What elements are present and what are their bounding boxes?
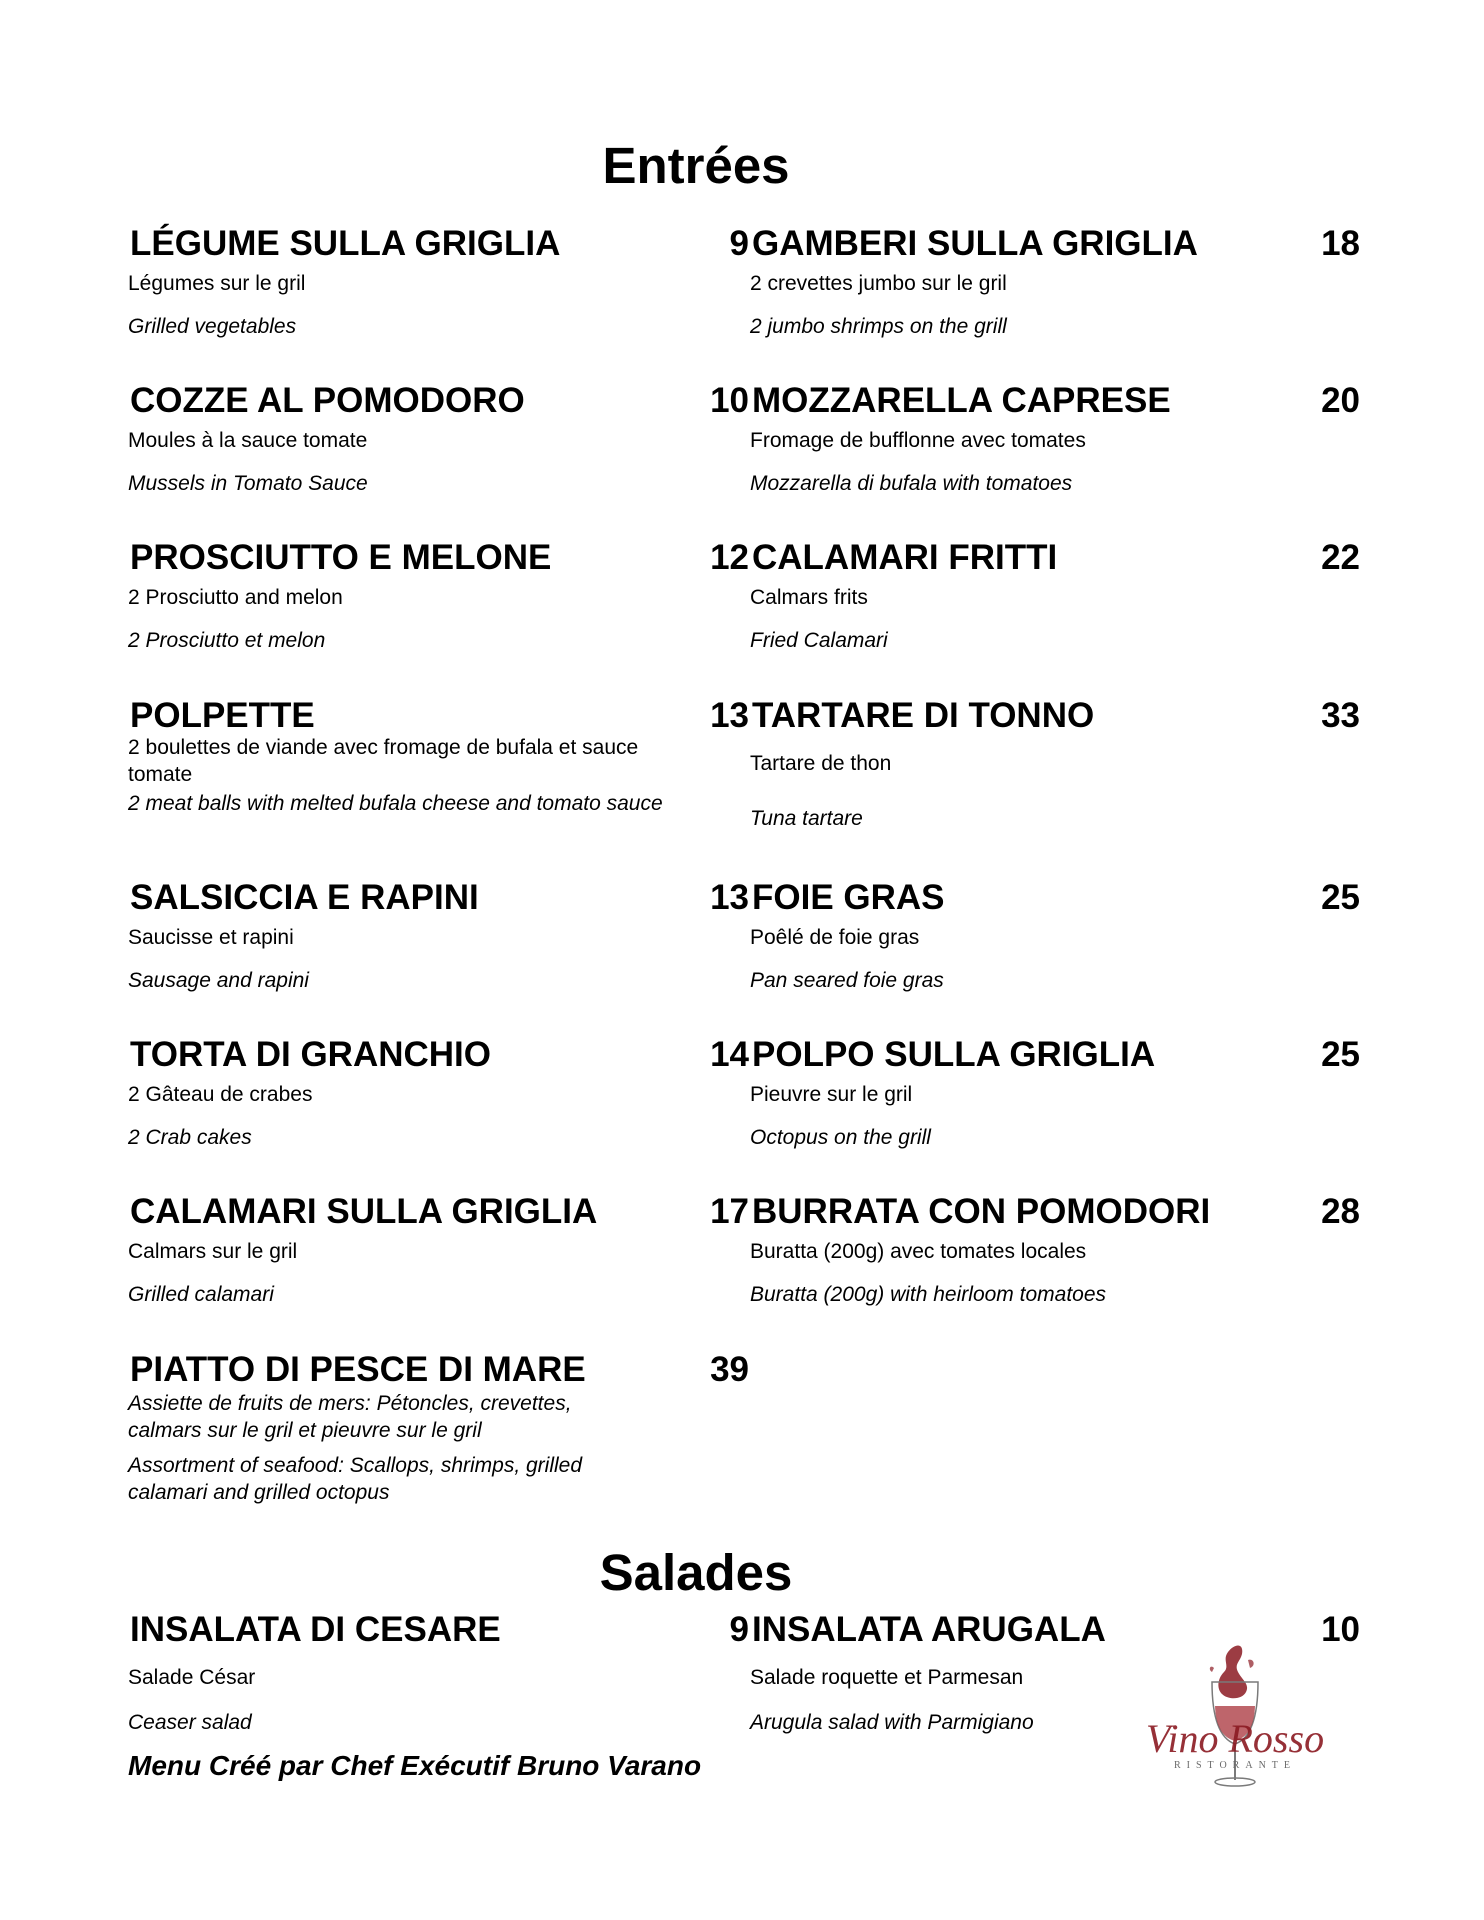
item-price: 14 (710, 1035, 749, 1074)
item-desc-fr: Tartare de thon (750, 752, 892, 775)
item-price: 18 (1321, 224, 1360, 263)
item-price: 17 (710, 1192, 749, 1231)
item-name: PROSCIUTTO E MELONE (130, 538, 552, 577)
item-desc-fr: Buratta (200g) avec tomates locales (750, 1240, 1087, 1263)
item-desc-en: Ceaser salad (128, 1711, 252, 1734)
item-desc-en: Arugula salad with Parmigiano (750, 1711, 1034, 1734)
item-price: 22 (1321, 538, 1360, 577)
item-desc-fr: Fromage de bufflonne avec tomates (750, 429, 1086, 452)
logo-sub-text: RISTORANTE (1173, 1760, 1297, 1771)
item-name: POLPETTE (130, 696, 315, 735)
item-desc-fr: Légumes sur le gril (128, 272, 306, 295)
item-name: BURRATA CON POMODORI (752, 1192, 1211, 1231)
item-name: GAMBERI SULLA GRIGLIA (752, 224, 1198, 263)
logo-brand-text: Vino Rosso (1145, 1716, 1325, 1761)
item-desc-fr: Saucisse et rapini (128, 926, 294, 949)
item-desc-en: Octopus on the grill (750, 1126, 931, 1149)
wine-glass-icon (1130, 1640, 1340, 1800)
item-desc-fr: Assiette de fruits de mers: Pétoncles, crevettes, calmars sur le gril et pieuvre sur le gril (128, 1392, 572, 1442)
item-price: 9 (729, 224, 749, 263)
item-desc-fr: Salade César (128, 1666, 256, 1689)
item-desc-en: Mussels in Tomato Sauce (128, 472, 368, 495)
item-name: INSALATA DI CESARE (130, 1610, 501, 1649)
chef-credit: Menu Créé par Chef Exécutif Bruno Varano (128, 1750, 702, 1781)
item-desc-fr: 2 boulettes de viande avec fromage de bufala et sauce tomate (128, 736, 639, 786)
item-name: PIATTO DI PESCE DI MARE (130, 1350, 586, 1389)
item-name: COZZE AL POMODORO (130, 381, 525, 420)
item-price: 10 (710, 381, 749, 420)
item-price: 13 (710, 696, 749, 735)
item-desc-en: 2 meat balls with melted bufala cheese and tomato sauce (128, 792, 663, 815)
item-desc-fr: 2 Gâteau de crabes (128, 1083, 313, 1106)
item-desc-en: 2 jumbo shrimps on the grill (750, 315, 1007, 338)
item-price: 33 (1321, 696, 1360, 735)
item-name: POLPO SULLA GRIGLIA (752, 1035, 1156, 1074)
item-price: 25 (1321, 878, 1360, 917)
item-price: 9 (729, 1610, 749, 1649)
item-desc-en: 2 Prosciutto et melon (128, 629, 326, 652)
item-name: TORTA DI GRANCHIO (130, 1035, 492, 1074)
item-name: CALAMARI FRITTI (752, 538, 1058, 577)
item-desc-en: Assortment of seafood: Scallops, shrimps, grilled calamari and grilled octopus (128, 1454, 583, 1504)
item-desc-en: Grilled calamari (128, 1283, 274, 1306)
item-name: TARTARE DI TONNO (752, 696, 1095, 735)
item-price: 20 (1321, 381, 1360, 420)
item-desc-en: Mozzarella di bufala with tomatoes (750, 472, 1073, 495)
item-desc-en: Buratta (200g) with heirloom tomatoes (750, 1283, 1107, 1306)
item-price: 13 (710, 878, 749, 917)
item-name: INSALATA ARUGALA (752, 1610, 1106, 1649)
section-title-entrees: Entrées (602, 137, 790, 194)
item-name: CALAMARI SULLA GRIGLIA (130, 1192, 598, 1231)
item-price: 39 (710, 1350, 749, 1389)
item-desc-fr: Poêlé de foie gras (750, 926, 920, 949)
item-desc-fr: Calmars frits (750, 586, 868, 609)
item-desc-en: Sausage and rapini (128, 969, 309, 992)
item-price: 12 (710, 538, 749, 577)
item-desc-en: Grilled vegetables (128, 315, 297, 338)
item-price: 25 (1321, 1035, 1360, 1074)
item-desc-en: 2 Crab cakes (128, 1126, 252, 1149)
restaurant-logo (1130, 1640, 1340, 1800)
item-desc-en: Fried Calamari (750, 629, 888, 652)
item-desc-fr: Pieuvre sur le gril (750, 1083, 913, 1106)
item-name: FOIE GRAS (752, 878, 945, 917)
item-desc-fr: Calmars sur le gril (128, 1240, 298, 1263)
item-desc-fr: 2 crevettes jumbo sur le gril (750, 272, 1007, 295)
item-desc-en: Pan seared foie gras (750, 969, 944, 992)
item-name: MOZZARELLA CAPRESE (752, 381, 1171, 420)
item-desc-fr: Salade roquette et Parmesan (750, 1666, 1024, 1689)
item-desc-fr: Moules à la sauce tomate (128, 429, 368, 452)
item-name: SALSICCIA E RAPINI (130, 878, 479, 917)
item-price: 28 (1321, 1192, 1360, 1231)
item-name: LÉGUME SULLA GRIGLIA (130, 224, 561, 263)
section-title-salades: Salades (599, 1544, 793, 1601)
item-desc-en: Tuna tartare (750, 807, 863, 830)
item-price: 10 (1321, 1610, 1360, 1649)
item-desc-fr: 2 Prosciutto and melon (128, 586, 343, 609)
